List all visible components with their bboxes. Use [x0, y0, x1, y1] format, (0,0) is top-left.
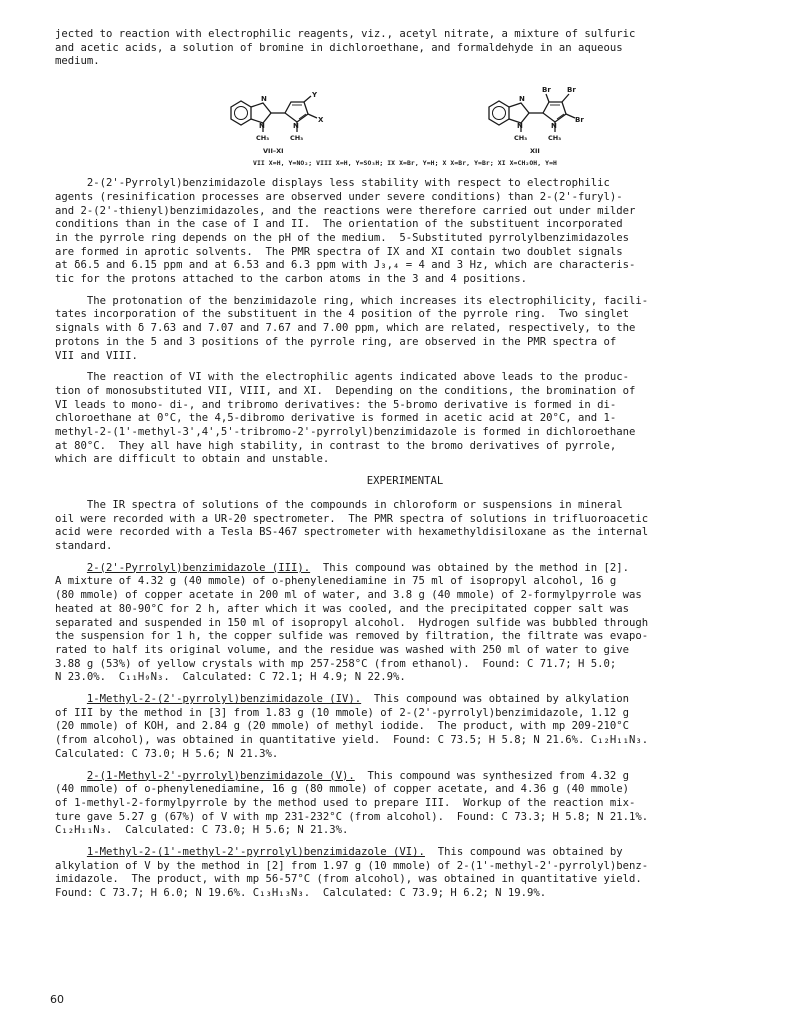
- compound-vi-first-line: [55, 846, 755, 860]
- paragraph-3-line: at 80°C. They all have high stability, in contrast to the bromo derivatives of pyrrole,: [55, 439, 617, 452]
- compound-iii-first: This compound was obtained by the method in [2].: [310, 561, 630, 574]
- compound-iii-line: heated at 80-90°C for 2 h, after which it was cooled, and the precipitated copper salt was: [55, 602, 630, 615]
- intro-line: medium.: [55, 55, 100, 68]
- structure-figure: [55, 77, 755, 157]
- section-compound-iv: [55, 693, 755, 762]
- label-vii-xi: VII–XI: [263, 147, 284, 156]
- compound-iii-line: 3.88 g (53%) of yellow crystals with mp 257-258°C (from ethanol). Found: C 71.7; H 5.0;: [55, 657, 617, 670]
- ch3-left-2: CH₃: [290, 134, 304, 143]
- paragraph-4: [55, 499, 755, 554]
- paragraph-1-line: tic for the protons attached to the carbon atoms in the 3 and 4 positions.: [55, 273, 527, 286]
- compound-iii-line: separated and suspended in 150 ml of isopropyl alcohol. Hydrogen sulfide was bubbled through: [55, 616, 649, 629]
- paragraph-1-line: and 2-(2'-thienyl)benzimidazoles, and the reactions were therefore carried out under milder: [55, 204, 636, 217]
- compound-iii-line: A mixture of 4.32 g (40 mmole) of o-phenylenediamine in 75 ml of isopropyl alcohol, 16 g: [55, 575, 617, 588]
- ch3-left-1: CH₃: [256, 134, 270, 143]
- compound-iii-line: the suspension for 1 h, the copper sulfide was removed by filtration, the filtrate was evapo-: [55, 630, 649, 643]
- chemical-structures: [55, 77, 755, 157]
- paragraph-3: [55, 371, 755, 467]
- page-number: 60: [50, 993, 64, 1006]
- compound-iv-title: 1-Methyl-2-(2'-pyrrolyl)benzimidazole (IV).: [86, 693, 362, 706]
- paragraph-2-line: tates incorporation of the substituent in the 4 position of the pyrrole ring. Two singlet: [55, 308, 630, 321]
- intro-line: and acetic acids, a solution of bromine in dichloroethane, and formaldehyde in an aqueous: [55, 41, 623, 54]
- paragraph-3-line: The reaction of VI with the electrophilic agents indicated above leads to the produc-: [55, 371, 630, 384]
- paragraph-1-line: are formed in aprotic solvents. The PMR spectra of IX and XI contain two doublet signals: [55, 245, 623, 258]
- compound-vi-line: Found: C 73.7; H 6.0; N 19.6%. C₁₃H₁₃N₃. Calculated: C 73.9; H 6.2; N 19.9%.: [55, 887, 547, 900]
- sub-y: Y: [312, 91, 318, 100]
- paragraph-4-line: acid were recorded with a Tesla BS-467 spectrometer with hexamethyldisiloxane as the internal: [55, 526, 649, 539]
- ch3-right-1: CH₃: [514, 134, 528, 143]
- section-compound-iii: [55, 562, 755, 685]
- paragraph-1-line: conditions than in the case of I and II. The orientation of the substituent incorporated: [55, 218, 623, 231]
- n-label-left-3: N: [293, 122, 299, 131]
- compound-vi-title: 1-Methyl-2-(1'-methyl-2'-pyrrolyl)benzimidazole (VI).: [86, 846, 425, 859]
- paragraph-3-line: methyl-2-(1'-methyl-3',4',5'-tribromo-2'-pyrrolyl)benzimidazole is formed in dichloroethane: [55, 426, 636, 439]
- n-label-right-3: N: [551, 122, 557, 131]
- compound-iv-line: of III by the method in [3] from 1.83 g (10 mmole) of 2-(2'-pyrrolyl)benzimidazole, 1.12 g: [55, 706, 630, 719]
- page-body: [55, 28, 755, 909]
- paragraph-2-line: The protonation of the benzimidazole ring, which increases its electrophilicity, facili-: [55, 294, 649, 307]
- compound-vi-line: alkylation of V by the method in [2] from 1.97 g (10 mmole) of 2-(1'-methyl-2'-pyrrolyl)benz-: [55, 859, 649, 872]
- paragraph-3-line: tion of monosubstituted VII, VIII, and XI. Depending on the conditions, the bromination of: [55, 384, 636, 397]
- br-1: Br: [542, 86, 551, 95]
- section-heading-experimental: EXPERIMENTAL: [366, 475, 444, 488]
- paragraph-2-line: protons in the 5 and 3 positions of the pyrrole ring, are observed in the PMR spectra of: [55, 335, 617, 348]
- compound-vi-first: This compound was obtained by: [424, 846, 623, 859]
- paragraph-3-line: which are difficult to obtain and unstable.: [55, 453, 330, 466]
- compound-v-line: of 1-methyl-2-formylpyrrole by the method used to prepare III. Workup of the reaction mix-: [55, 796, 636, 809]
- paragraph-1-line: 2-(2'-Pyrrolyl)benzimidazole displays less stability with respect to electrophilic: [55, 177, 610, 190]
- paragraph-4-line: oil were recorded with a UR-20 spectrometer. The PMR spectra of solutions in trifluoroacetic: [55, 512, 649, 525]
- paragraph-4-line: The IR spectra of solutions of the compounds in chloroform or suspensions in mineral: [55, 498, 623, 511]
- intro-line: jected to reaction with electrophilic reagents, viz., acetyl nitrate, a mixture of sulfuric: [55, 28, 636, 40]
- n-label-right-2: N: [517, 122, 523, 131]
- n-label-right-1: N: [519, 95, 525, 104]
- compound-iv-first-line: [55, 693, 755, 707]
- figure-caption: VII X=H, Y=NO₂; VIII X=H, Y=SO₃H; IX X=Br, Y=H; X X=Br, Y=Br; XI X=CH₂OH, Y=H: [253, 159, 557, 168]
- paragraph-3-line: chloroethane at 0°C, the 4,5-dibromo derivative is formed in acetic acid at 20°C, and 1-: [55, 412, 617, 425]
- compound-iii-title: 2-(2'-Pyrrolyl)benzimidazole (III).: [86, 561, 311, 574]
- compound-v-line: (40 mmole) of o-phenylenediamine, 16 g (80 mmole) of copper acetate, and 4.36 g (40 mmole): [55, 783, 630, 796]
- compound-iii-first-line: [55, 562, 755, 576]
- section-compound-vi: [55, 846, 755, 901]
- paragraph-4-line: standard.: [55, 539, 113, 552]
- paragraph-2: [55, 295, 755, 364]
- n-label-left-2: N: [259, 122, 265, 131]
- compound-vi-line: imidazole. The product, with mp 56-57°C (from alcohol), was obtained in quantitative yield.: [55, 873, 642, 886]
- compound-v-title: 2-(1-Methyl-2'-pyrrolyl)benzimidazole (V).: [86, 769, 355, 782]
- compound-iv-line: Calculated: C 73.0; H 5.6; N 21.3%.: [55, 747, 279, 760]
- n-label-left-1: N: [261, 95, 267, 104]
- paragraph-1: [55, 177, 755, 287]
- br-2: Br: [567, 86, 576, 95]
- compound-v-line: ture gave 5.27 g (67%) of V with mp 231-232°C (from alcohol). Found: C 73.3; H 5.8; N 21.1%.: [55, 810, 649, 823]
- compound-iv-line: (from alcohol), was obtained in quantitative yield. Found: C 73.5; H 5.8; N 21.6%. C₁₂H₁₁N₃.: [55, 734, 649, 747]
- paragraph-3-line: VI leads to mono- di-, and tribromo derivatives: the 5-bromo derivative is formed in di-: [55, 398, 617, 411]
- section-compound-v: [55, 770, 755, 839]
- paragraph-2-line: VII and VIII.: [55, 349, 138, 362]
- paragraph-1-line: agents (resinification processes are observed under severe conditions) than 2-(2'-furyl)-: [55, 190, 623, 203]
- compound-iii-line: (80 mmole) of copper acetate in 200 ml of water, and 3.8 g (40 mmole) of 2-formylpyrrole was: [55, 589, 642, 602]
- compound-iv-line: (20 mmole) of KOH, and 2.84 g (20 mmole) of methyl iodide. The product, with mp 209-210°C: [55, 720, 630, 733]
- compound-iii-line: N 23.0%. C₁₁H₉N₃. Calculated: C 72.1; H 4.9; N 22.9%.: [55, 671, 406, 684]
- intro-paragraph: [55, 28, 755, 69]
- label-xii: XII: [530, 147, 540, 156]
- compound-v-first: This compound was synthesized from 4.32 g: [354, 769, 630, 782]
- sub-x: X: [318, 116, 324, 125]
- compound-v-first-line: [55, 770, 755, 784]
- paragraph-1-line: in the pyrrole ring depends on the pH of the medium. 5-Substituted pyrrolylbenzimidazoles: [55, 231, 630, 244]
- br-3: Br: [575, 116, 584, 125]
- compound-iii-line: rated to half its original volume, and the residue was washed with 250 ml of water to give: [55, 643, 630, 656]
- compound-v-line: C₁₂H₁₁N₃. Calculated: C 73.0; H 5.6; N 21.3%.: [55, 824, 349, 837]
- paragraph-1-line: at δ6.5 and 6.15 ppm and at 6.53 and 6.3 ppm with J₃,₄ = 4 and 3 Hz, which are characteris-: [55, 259, 636, 272]
- compound-iv-first: This compound was obtained by alkylation: [361, 693, 630, 706]
- ch3-right-2: CH₃: [548, 134, 562, 143]
- paragraph-2-line: signals with δ 7.63 and 7.07 and 7.67 and 7.00 ppm, which are related, respectively, to the: [55, 322, 636, 335]
